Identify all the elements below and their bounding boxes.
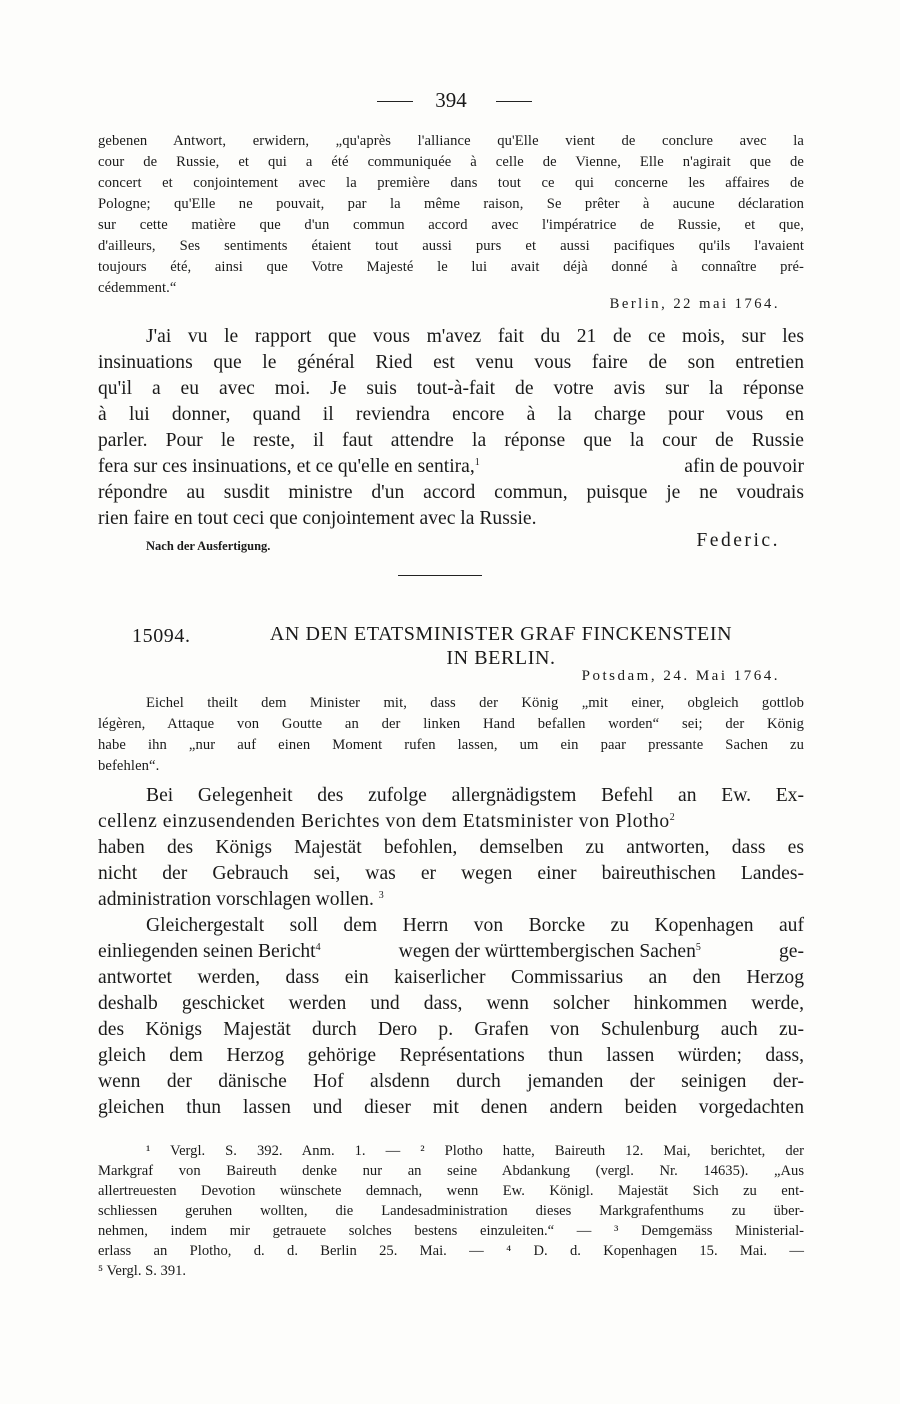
footnote-line: allertreuesten Devotion wünschete demnach, wenn Ew. Königl. Majestät Sich zu ent- (98, 1183, 804, 1199)
quote-line: gebenen Antwort, erwidern, „qu'après l'alliance qu'Elle vient de conclure avec la (98, 133, 804, 149)
letter-line: à lui donner, quand il reviendra encore à la charge pour vous en (98, 404, 804, 425)
letter-line-last: rien faire en tout ceci que conjointement avec la Russie. (98, 508, 537, 529)
quote-line-last: cédemment.“ (98, 280, 177, 296)
body-line: deshalb geschicket werden und dass, wenn solcher hinkommen werde, (98, 993, 804, 1014)
footnote-ref: 1 (474, 457, 480, 468)
header-rule-left (377, 101, 413, 102)
letter-text-part: fera sur ces insinuations, et ce qu'elle en sentira, (98, 456, 475, 477)
body-line: antwortet werden, dass ein kaiserlicher Commissarius an den Herzog (98, 967, 804, 988)
body-line: wenn der dänische Hof alsdenn durch jemanden der seinigen der- (98, 1071, 804, 1092)
letter-line: qu'il a eu avec moi. Je suis tout-à-fait de votre avis sur la réponse (98, 378, 804, 399)
body-text-part: wegen der württembergischen Sachen (398, 941, 696, 962)
footnote-ref: 2 (669, 812, 675, 823)
quote-line: sur cette matière que d'un commun accord avec l'impératrice de Russie, et que, (98, 217, 804, 233)
summary-line-last: befehlen“. (98, 758, 160, 774)
body-text-part: administration vorschlagen wollen. (98, 889, 374, 910)
summary-line: légèren, Attaque von Goutte an der linken Hand befallen worden“ sei; der König (98, 716, 804, 732)
quote-line: toujours été, ainsi que Votre Majesté le lui avait déjà donné à connaître pré- (98, 259, 804, 275)
body-text-part: cellenz einzusendenden Berichtes von dem Etatsminister von Plotho (98, 811, 670, 832)
summary-line: Eichel theilt dem Minister mit, dass der König „mit einer, obgleich gottlob (146, 695, 804, 711)
footnote-line: nehmen, indem mir getrauete solches bestens einzuleiten.“ — ³ Demgemäss Ministerial- (98, 1223, 804, 1239)
letter-line: J'ai vu le rapport que vous m'avez fait du 21 de ce mois, sur les (146, 326, 804, 347)
quote-line: cour de Russie, et qui a été communiquée à celle de Vienne, Elle n'agirait que de (98, 154, 804, 170)
body-text-group (98, 939, 321, 965)
letter-text (98, 454, 480, 480)
body-text-part: einliegenden seinen Bericht (98, 941, 316, 962)
footnote-ref: 4 (315, 942, 321, 953)
section-divider (398, 575, 482, 576)
body-line: gleich dem Herzog gehörige Représentations thun lassen würden; dass, (98, 1045, 804, 1066)
body-text-part: ge- (778, 941, 804, 962)
page-number: 394 (435, 88, 467, 112)
footnote-line: Markgraf von Baireuth denke nur an seine Abdankung (vergl. Nr. 14635). „Aus (98, 1163, 804, 1179)
header-rule-right (496, 101, 532, 102)
body-line: Bei Gelegenheit des zufolge allergnädigstem Befehl an Ew. Ex- (146, 785, 804, 806)
quote-line: d'ailleurs, Ses sentiments étaient tout aussi purs et aussi pacifiques qu'ils l'avaient (98, 238, 804, 254)
source-note: Nach der Ausfertigung. (146, 539, 271, 553)
footnote-line: erlass an Plotho, d. d. Berlin 25. Mai. — ⁴ D. d. Kopenhagen 15. Mai. — (98, 1243, 804, 1259)
letter-text-end: afin de pouvoir (684, 456, 804, 477)
body-line-footnoted (98, 809, 804, 835)
letter-line: répondre au susdit ministre d'un accord commun, puisque je ne voudrais (98, 482, 804, 503)
body-text-group (399, 939, 701, 965)
dateline-potsdam: Potsdam, 24. Mai 1764. (581, 668, 780, 684)
body-line-last (98, 887, 384, 913)
summary-line: habe ihn „nur auf einen Moment rufen lassen, um ein paar pressante Sachen zu (98, 737, 804, 753)
section-number: 15094. (132, 625, 191, 647)
footnote-line: ¹ Vergl. S. 392. Anm. 1. — ² Plotho hatte, Baireuth 12. Mai, berichtet, der (146, 1143, 804, 1159)
body-line: nicht der Gebrauch sei, was er wegen einer baireuthischen Landes- (98, 863, 804, 884)
body-line: haben des Königs Majestät befohlen, demselben zu antworten, dass es (98, 837, 804, 858)
quote-line: Pologne; qu'Elle ne pouvait, par la même raison, Se prêter à aucune déclaration (98, 196, 804, 212)
letter-line: insinuations que le général Ried est venu vous faire de son entretien (98, 352, 804, 373)
body-line: des Königs Majestät durch Dero p. Grafen von Schulenburg auch zu- (98, 1019, 804, 1040)
letter-line: parler. Pour le reste, il faut attendre la réponse que la cour de Russie (98, 430, 804, 451)
footnote-ref: 5 (695, 942, 701, 953)
body-line-footnoted (98, 939, 804, 965)
signature: Federic. (696, 530, 780, 551)
body-line: gleichen thun lassen und dieser mit denen andern beiden vorgedachten (98, 1097, 804, 1118)
footnote-line: schliessen geruhen wollten, die Landesadministration dieses Markgrafenthums zu über- (98, 1203, 804, 1219)
letter-line-footnoted (98, 454, 804, 480)
quote-line: concert et conjointement avec la première dans tout ce qui concerne les affaires de (98, 175, 804, 191)
dateline-berlin: Berlin, 22 mai 1764. (609, 296, 780, 312)
body-line: Gleichergestalt soll dem Herrn von Borcke zu Kopenhagen auf (146, 915, 804, 936)
section-title: AN DEN ETATSMINISTER GRAF FINCKENSTEIN (269, 623, 733, 645)
section-title-line2: IN BERLIN. (446, 647, 556, 669)
footnote-line-last: ⁵ Vergl. S. 391. (98, 1263, 187, 1279)
footnote-ref: 3 (378, 890, 384, 901)
